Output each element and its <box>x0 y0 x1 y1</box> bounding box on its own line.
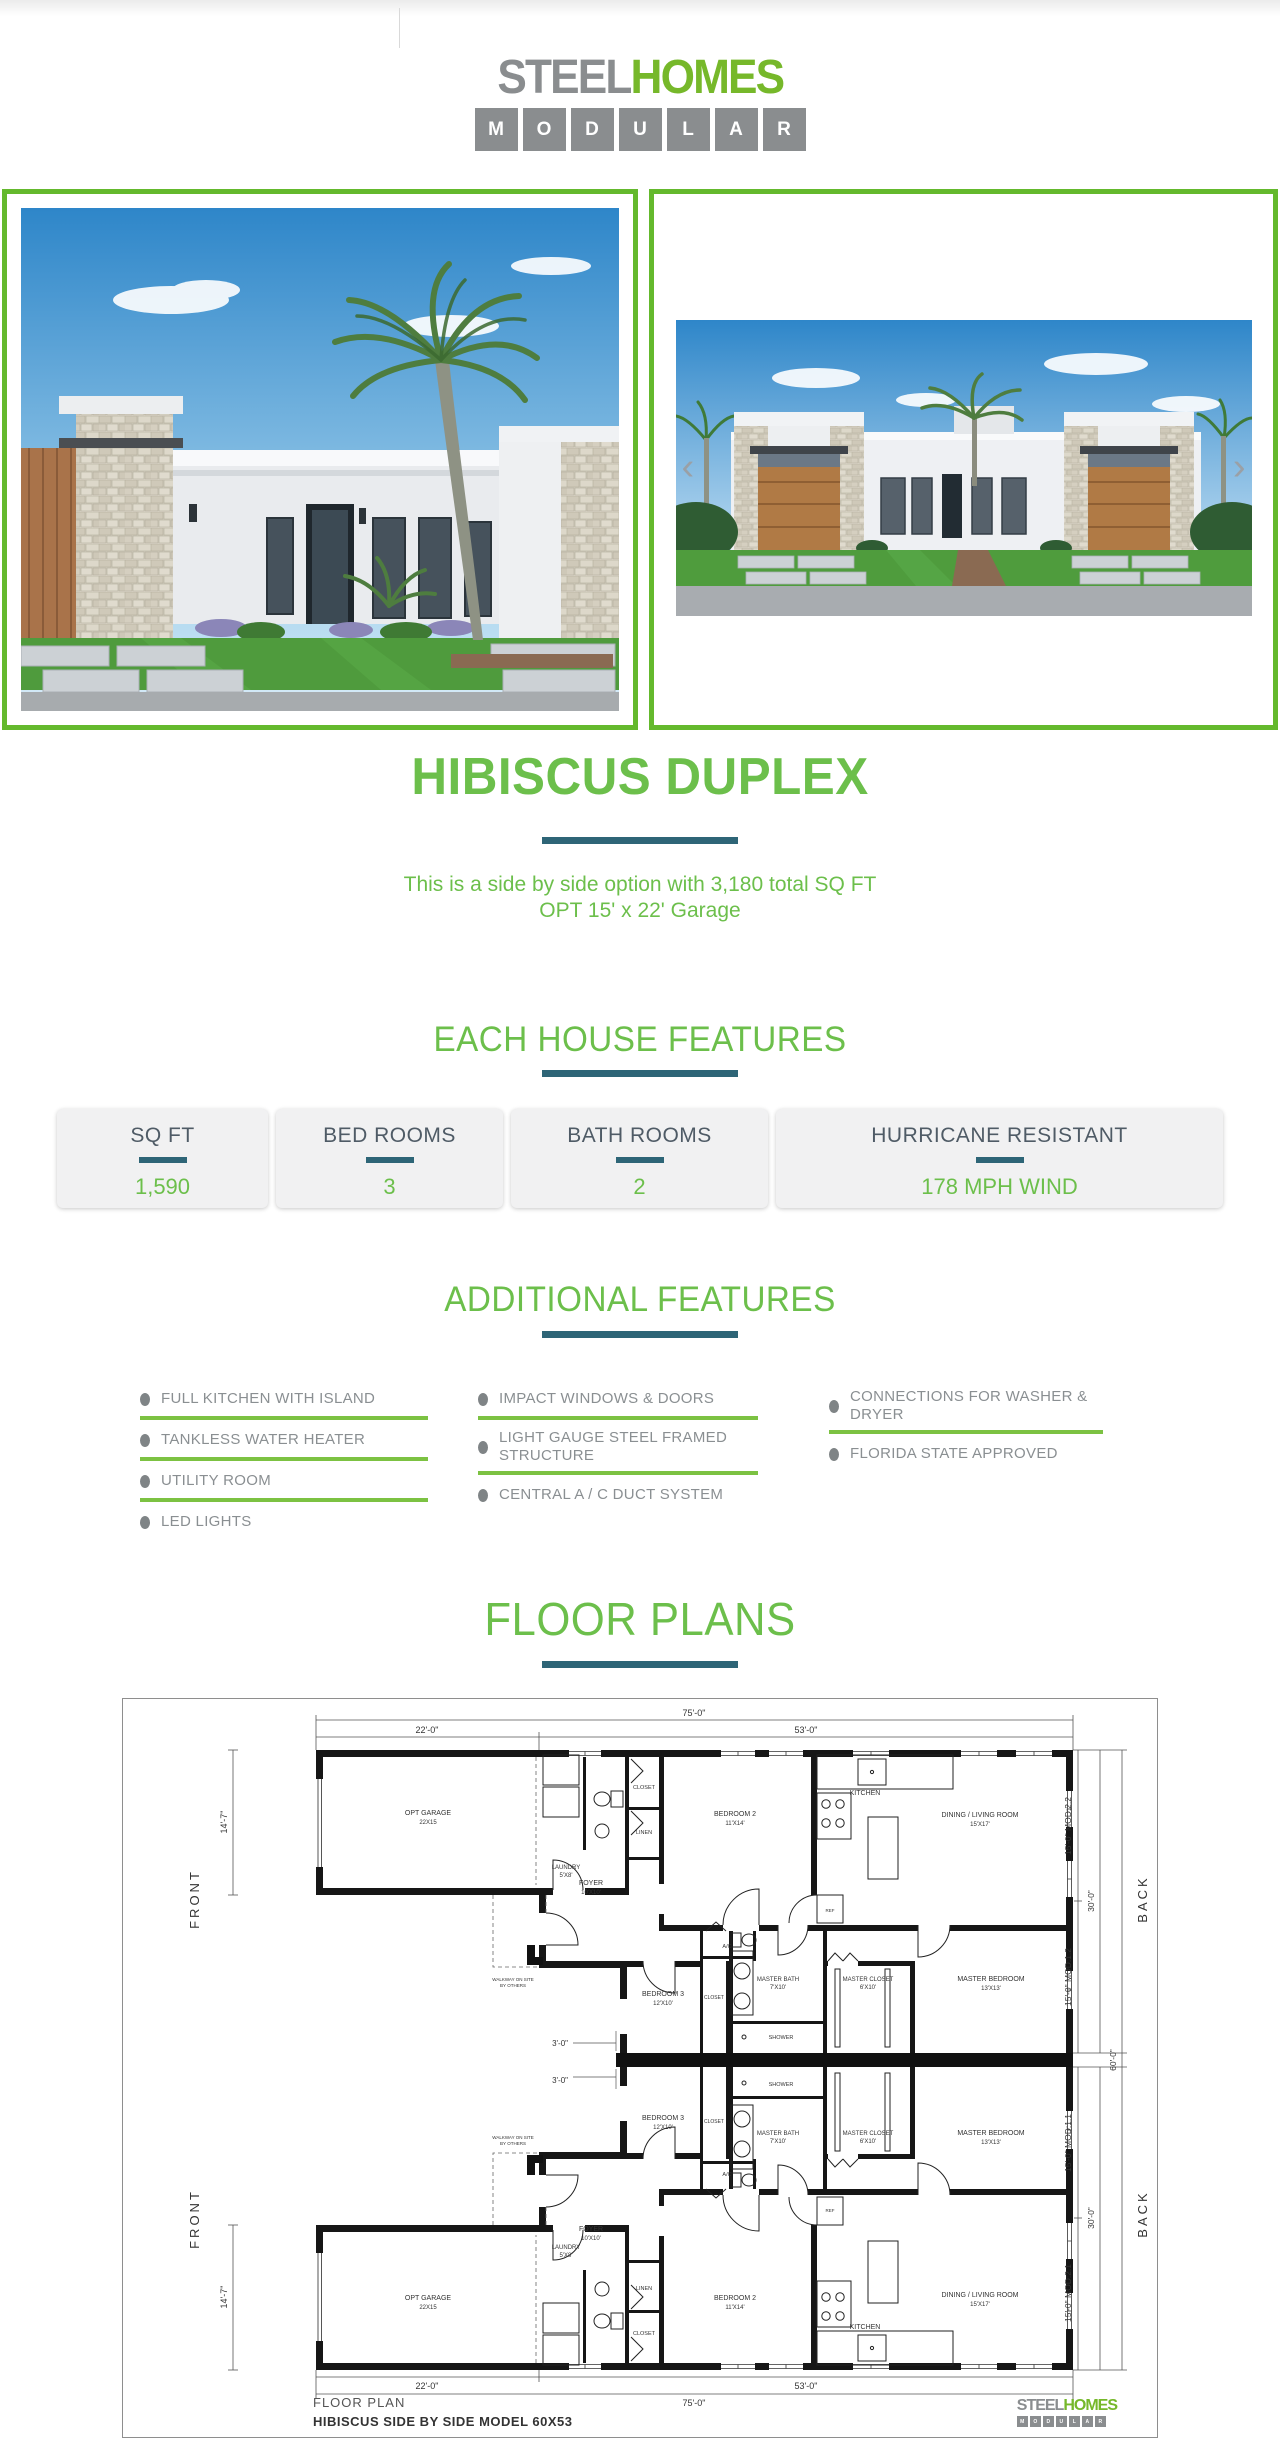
logo-letter-box: A <box>715 108 758 151</box>
dim-width-total: 75'-0" <box>682 1708 706 1719</box>
top-gradient <box>0 0 1280 16</box>
page-title: HIBISCUS DUPLEX <box>411 748 869 806</box>
hero-description <box>0 872 1280 924</box>
dim-garage-width: 22'-0" <box>415 1725 439 1736</box>
room-label: OPT GARAGE <box>404 2295 452 2303</box>
plan-title: FLOOR PLAN <box>313 2395 406 2411</box>
duplex-photo-wide[interactable] <box>676 320 1252 616</box>
list-item <box>829 1443 1114 1465</box>
back-label: BACK <box>1135 2190 1150 2239</box>
bottom-whitespace <box>0 2438 1280 2462</box>
list-item <box>829 1388 1114 1424</box>
logo-letter-box: M <box>1017 2416 1028 2427</box>
bullet-icon <box>478 1489 488 1502</box>
room-dim: 13'X13' <box>981 1986 1001 1993</box>
room-label: CLOSET <box>703 1995 725 2002</box>
room-dim: 6'X10' <box>859 2139 877 2146</box>
plan-logo-modular-row <box>1017 2416 1117 2427</box>
list-item <box>478 1388 770 1410</box>
carousel-prev-icon[interactable]: ‹ <box>681 446 695 488</box>
room-label: SHOWER <box>768 2082 794 2089</box>
room-label: BEDROOM 2 <box>713 2295 757 2303</box>
logo-steel: STEEL <box>1016 2397 1064 2415</box>
room-label: BEDROOM 2 <box>713 1811 757 1819</box>
floor-plans-heading: FLOOR PLANS <box>484 1593 796 1646</box>
feature-stats-row <box>0 1109 1280 1208</box>
room-label: FOYER <box>578 1880 604 1888</box>
photo-gallery <box>0 189 1280 730</box>
room-dim: 22X15 <box>419 2305 437 2312</box>
room-label: OPT GARAGE <box>404 1810 452 1818</box>
plan-model: HIBISCUS SIDE BY SIDE MODEL 60X53 <box>313 2414 573 2430</box>
list-item <box>478 1484 770 1506</box>
site-note: WALKWAY ON SITE <box>492 2135 534 2141</box>
dim-width-total: 75'-0" <box>682 2398 706 2409</box>
dim-house-width: 53'-0" <box>794 2381 818 2392</box>
logo-letter-box: R <box>763 108 806 151</box>
dim-offset: 3'-0" <box>552 2076 568 2086</box>
room-dim: 15'X17' <box>970 1822 990 1829</box>
front-label: FRONT <box>187 2189 202 2250</box>
green-underline <box>478 1471 758 1475</box>
logo-letter-box: U <box>1056 2416 1067 2427</box>
stat-card-sqft <box>57 1109 268 1208</box>
hero-description-line2: OPT 15' x 22' Garage <box>539 898 741 922</box>
logo-letter-box: D <box>571 108 614 151</box>
stat-label: BATH ROOMS <box>567 1124 712 1148</box>
green-underline <box>140 1457 428 1461</box>
list-item <box>140 1511 440 1533</box>
room-label: FOYER <box>578 2226 604 2234</box>
stat-card-bathrooms <box>511 1109 768 1208</box>
logo-letter-box: M <box>475 108 518 151</box>
logo-letter-box: A <box>1082 2416 1093 2427</box>
room-dim: 10'X10' <box>581 1890 601 1897</box>
stat-card-bedrooms <box>276 1109 503 1208</box>
logo-letter-box: L <box>1069 2416 1080 2427</box>
room-label: MASTER CLOSET <box>842 2131 894 2138</box>
room-label: MASTER CLOSET <box>842 1977 894 1984</box>
stat-value: 2 <box>633 1174 646 1200</box>
dim-mod: 15'-0" MOD:2.1 <box>1063 2264 1073 2323</box>
title-divider <box>542 837 738 844</box>
room-label: DINING / LIVING ROOM <box>941 2292 1019 2300</box>
room-label: KITCHEN <box>849 1790 881 1798</box>
gallery-photo-wide-frame <box>649 189 1278 730</box>
stat-value: 1,590 <box>134 1174 191 1200</box>
room-label: LINEN <box>635 2286 653 2293</box>
plan-title-block <box>313 2395 572 2429</box>
stat-label: HURRICANE RESISTANT <box>871 1124 1128 1148</box>
site-note: WALKWAY ON SITE <box>492 1977 534 1983</box>
room-dim: 22X15 <box>419 1820 437 1827</box>
dim-house-width: 53'-0" <box>794 1725 818 1736</box>
dim-offset: 3'-0" <box>552 2039 568 2049</box>
dim-unit-depth: 30'-0" <box>1086 1890 1096 1913</box>
room-dim: 13'X13' <box>981 2140 1001 2147</box>
back-label: BACK <box>1135 1875 1150 1924</box>
list-item-label: IMPACT WINDOWS & DOORS <box>499 1390 715 1408</box>
list-item <box>140 1470 440 1492</box>
bullet-icon <box>140 1475 150 1488</box>
room-dim: 15'X17' <box>970 2302 990 2309</box>
dim-mod: 15'-0" MOD:2.2 <box>1063 1797 1073 1856</box>
additional-features-divider <box>542 1331 738 1338</box>
logo-modular-row <box>475 108 806 151</box>
hero-description-line1: This is a side by side option with 3,180 total SQ FT <box>403 872 877 896</box>
house-features-heading: EACH HOUSE FEATURES <box>433 1019 847 1059</box>
carousel-next-icon[interactable]: › <box>1232 446 1246 488</box>
room-dim: 11'X14' <box>725 1821 745 1828</box>
dim-total-depth: 60'-0" <box>1108 2049 1118 2072</box>
floor-plan-sheet <box>122 1698 1158 2438</box>
stat-divider <box>366 1157 414 1163</box>
stat-divider <box>976 1157 1024 1163</box>
additional-features-lists <box>0 1388 1280 1533</box>
logo-letter-box: L <box>667 108 710 151</box>
room-label: MASTER BATH <box>756 1977 800 1984</box>
room-label: LAUNDRY <box>551 1865 581 1872</box>
green-underline <box>478 1416 758 1420</box>
stat-card-hurricane <box>776 1109 1223 1208</box>
bullet-icon <box>478 1441 488 1454</box>
room-label: SHOWER <box>768 2035 794 2042</box>
logo-homes: HOMES <box>1063 2397 1117 2415</box>
room-label: REF <box>825 2208 835 2214</box>
room-dim: 12'X10' <box>653 2125 673 2132</box>
plan-logo <box>1017 2398 1117 2427</box>
floor-plan-drawing <box>123 1699 1157 2437</box>
dim-unit-depth: 30'-0" <box>1086 2207 1096 2230</box>
header-divider-tick <box>399 8 400 48</box>
room-dim: 5'X8' <box>559 2253 573 2260</box>
room-label: REF <box>825 1908 835 1914</box>
bullet-icon <box>478 1393 488 1406</box>
room-dim: 11'X14' <box>725 2305 745 2312</box>
dim-garage-depth: 14'-7" <box>219 1810 229 1834</box>
front-label: FRONT <box>187 1869 202 1930</box>
stat-divider <box>616 1157 664 1163</box>
room-dim: 10'X10' <box>581 2236 601 2243</box>
stat-value: 3 <box>383 1174 396 1200</box>
room-label: MASTER BEDROOM <box>957 2130 1025 2138</box>
logo-wordmark <box>497 51 783 104</box>
list-item-label: FULL KITCHEN WITH ISLAND <box>161 1390 376 1408</box>
features-column-1 <box>140 1388 440 1533</box>
bullet-icon <box>140 1434 150 1447</box>
logo-letter-box: D <box>1043 2416 1054 2427</box>
bullet-icon <box>140 1393 150 1406</box>
list-item-label: CENTRAL A / C DUCT SYSTEM <box>499 1486 724 1504</box>
room-label: A/C <box>722 1944 732 1951</box>
stat-label: BED ROOMS <box>323 1124 456 1148</box>
room-label: CLOSET <box>632 2331 656 2338</box>
room-label: MASTER BEDROOM <box>957 1976 1025 1984</box>
green-underline <box>140 1498 428 1502</box>
room-label: CLOSET <box>703 2119 725 2126</box>
stat-label: SQ FT <box>130 1124 195 1148</box>
green-underline <box>829 1430 1103 1434</box>
bullet-icon <box>829 1400 839 1413</box>
room-dim: 12'X10' <box>653 2001 673 2008</box>
dim-garage-depth: 14'-7" <box>219 2285 229 2309</box>
list-item-label: UTILITY ROOM <box>161 1472 271 1490</box>
floor-plans-divider <box>542 1661 738 1668</box>
room-label: A/C <box>722 2172 732 2179</box>
list-item <box>140 1388 440 1410</box>
dim-mod: 15'-0" MOD:1.2 <box>1063 1948 1073 2007</box>
list-item-label: LIGHT GAUGE STEEL FRAMED STRUCTURE <box>499 1429 728 1465</box>
dim-garage-width: 22'-0" <box>415 2381 439 2392</box>
room-label: BEDROOM 3 <box>641 1991 685 1999</box>
logo-steel: STEEL <box>497 51 631 104</box>
room-label: KITCHEN <box>849 2324 881 2332</box>
house-features-divider <box>542 1070 738 1077</box>
logo-letter-box: O <box>1030 2416 1041 2427</box>
site-logo[interactable] <box>0 51 1280 151</box>
logo-letter-box: U <box>619 108 662 151</box>
dim-mod: 15'-0" MOD:1.1 <box>1063 2114 1073 2173</box>
features-column-3 <box>829 1388 1114 1533</box>
list-item-label: FLORIDA STATE APPROVED <box>850 1445 1058 1463</box>
room-label: MASTER BATH <box>756 2131 800 2138</box>
room-dim: 7'X10' <box>769 1985 787 1992</box>
list-item <box>478 1429 770 1465</box>
features-column-2 <box>478 1388 770 1533</box>
green-underline <box>140 1416 428 1420</box>
room-dim: 7'X10' <box>769 2139 787 2146</box>
gallery-photo-closeup-frame <box>2 189 638 730</box>
room-label: LINEN <box>635 1830 653 1837</box>
list-item-label: LED LIGHTS <box>161 1513 252 1531</box>
logo-letter-box: O <box>523 108 566 151</box>
logo-letter-box: R <box>1095 2416 1106 2427</box>
logo-homes: HOMES <box>630 51 783 104</box>
stat-value: 178 MPH WIND <box>921 1174 1078 1200</box>
room-label: BEDROOM 3 <box>641 2115 685 2123</box>
site-note: BY OTHERS <box>500 1983 526 1989</box>
plan-logo-wordmark <box>1017 2398 1117 2414</box>
room-label: CLOSET <box>632 1785 656 1792</box>
room-dim: 5'X8' <box>559 1873 573 1880</box>
bullet-icon <box>829 1448 839 1461</box>
additional-features-heading: ADDITIONAL FEATURES <box>444 1280 836 1320</box>
list-item <box>140 1429 440 1451</box>
list-item-label: TANKLESS WATER HEATER <box>161 1431 366 1449</box>
stat-divider <box>139 1157 187 1163</box>
site-note: BY OTHERS <box>500 2141 526 2147</box>
list-item-label: CONNECTIONS FOR WASHER & DRYER <box>850 1388 1088 1424</box>
room-dim: 6'X10' <box>859 1985 877 1992</box>
room-label: DINING / LIVING ROOM <box>941 1812 1019 1820</box>
duplex-photo-closeup[interactable] <box>21 208 619 711</box>
bullet-icon <box>140 1516 150 1529</box>
room-label: LAUNDRY <box>551 2245 581 2252</box>
